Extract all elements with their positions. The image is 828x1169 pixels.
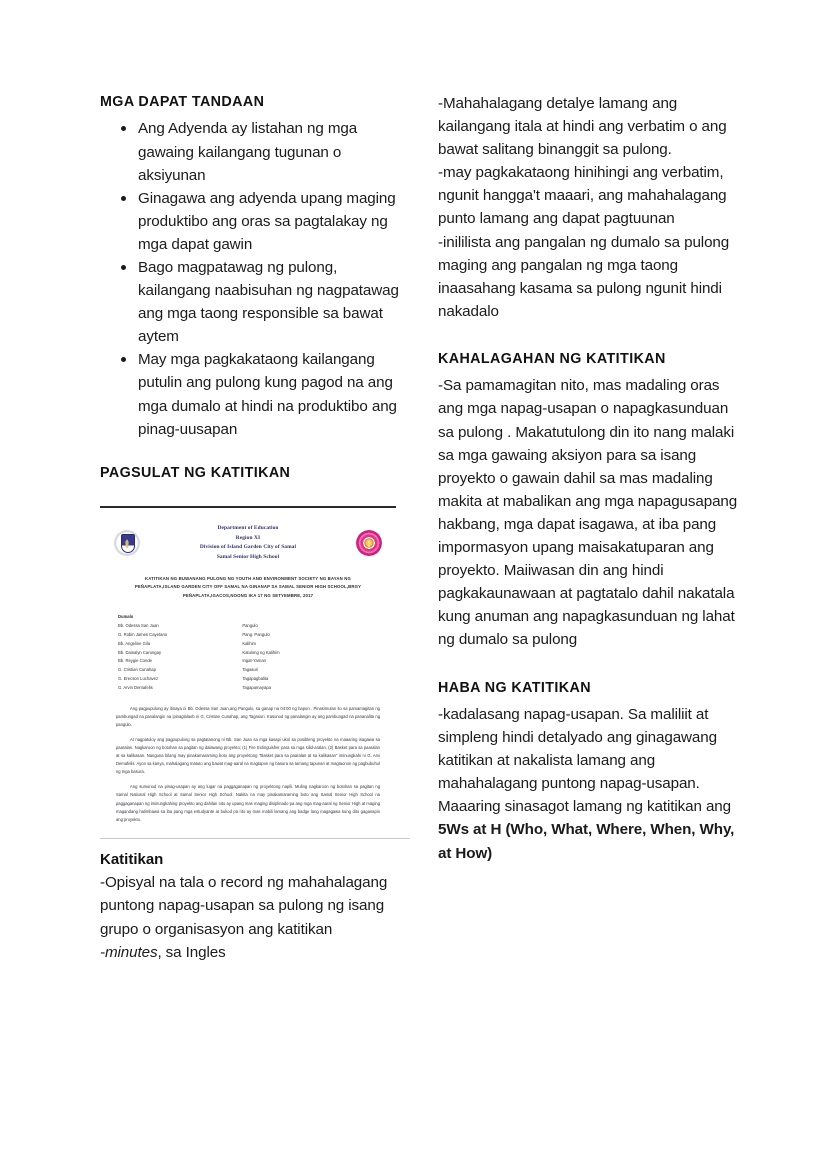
section-heading-kahalagahan-ng-katitikan: KAHALAGAHAN NG KATITIKAN xyxy=(438,350,666,367)
table-row xyxy=(118,622,338,631)
attendee-role: Kalihim xyxy=(242,640,257,646)
embedded-minutes-document xyxy=(100,506,396,824)
table-row xyxy=(118,684,338,693)
letterhead-text xyxy=(140,524,356,562)
letterhead-line-2: Region XI xyxy=(235,534,261,541)
attendee-role: Pang. Pangulo xyxy=(242,631,270,637)
attendee-role: Tagapamayapa xyxy=(242,684,271,690)
table-row xyxy=(118,675,338,684)
right-column xyxy=(438,92,748,865)
table-row xyxy=(118,640,338,649)
minutes-body xyxy=(116,705,380,824)
attendee-name: G. Erecson Luchavez xyxy=(118,676,159,681)
minutes-italic: -minutes xyxy=(100,943,158,961)
school-seal-logo xyxy=(356,530,382,556)
minutes-paragraph: At nagpatuloy ang pagpupulong sa pagtatanong ni Bb. San Juan sa mga kasapi ukol sa posibleng proyekto na maaaring isagawa sa paaralan. Nagkaroon ng botohan sa pagitan ng dalawang proyekto; (1) Fire Extinguisher para sa mga silid-aralan, (2) Basket para sa paaralan at sa kalikasan. Nanguna bilang may pinakamaraming boto ang proyektong "Basket para sa paaralan at sa kalikasan" iminungkahi ni G. Arvi Demafelis. Ayon sa kanya, mahalagang matuto ang bawat mag-aaral na magtapon ng basura sa tamang tapunan at magtaonon ng pagbubuhol ng mga basura. xyxy=(116,736,380,775)
spacer xyxy=(100,441,410,463)
dapat-tandaan-list xyxy=(100,117,410,440)
attendee-name: Bb. Angeline Gila xyxy=(118,640,151,646)
spacer xyxy=(438,323,748,349)
letterhead-line-1: Department of Education xyxy=(217,525,279,532)
document-top-rule xyxy=(100,506,396,508)
katitikan-english-term xyxy=(100,941,410,964)
attendees-label: Dumalo xyxy=(118,614,134,620)
table-row xyxy=(118,657,338,666)
paragraph-inililista: -inililista ang pangalan ng dumalo sa pulong maging ang pangalan ng mga taong inaasahang kasama sa pulong ngunit hindi nakadalo xyxy=(438,233,730,320)
attendee-role: Tagapagbalita xyxy=(242,676,269,681)
katitikan-definition: -Opisyal na tala o record ng mahahalagang puntong napag-usapan sa pulong ng isang grupo o organisasyon ang katitikan xyxy=(100,874,388,938)
letterhead-line-4: Samal Senior High School xyxy=(216,553,280,560)
deped-seal-logo xyxy=(114,530,140,556)
attendee-role: Katulong ng Kalihim xyxy=(242,649,280,655)
attendee-role: Pangulo xyxy=(242,623,258,629)
section-heading-mga-dapat-tandaan: MGA DAPAT TANDAAN xyxy=(100,94,265,110)
list-item: Ginagawa ang adyenda upang maging produktibo ang oras sa pagtalakay ng mga dapat gawin xyxy=(138,187,410,256)
paragraph-verbatim: -may pagkakataong hinihingi ang verbatim, ngunit hangga't maaari, ang mahahalagang punto lamang ang dapat pagtuunan xyxy=(438,164,727,228)
paragraph-kahalagahan: -Sa pamamagitan nito, mas madaling oras ang mga napag-usapan o napagkasunduan sa pulong . Makatutulong din ito nang malaki sa mga gawaing aksiyon para sa isang proyekto o gawain dahil sa mas madaling makita at mabalikan ang mga napagusapang hakbang, mga dapat isagawa, at iba pang impormasyon upang maisakatuparan ang proyekto. Maiiwasan din ang hindi pagkakaunawaan at pagtatalo dahil nakatala kung anuman ang napagkasunduan ng lahat ng dumalo sa pulong xyxy=(438,377,738,649)
attendee-role: Tagasuri xyxy=(242,667,259,673)
left-column xyxy=(100,92,410,964)
minutes-paragraph: Ang pagpupulong ay itinaya ni Bb. Odessa San Juan,ang Pangulo, sa ganap na 04:00 ng hapon . Pinasimulan ito sa pamamagitan ng pambungad na panalangin na ipinaglalaob ni G. Cristian Cunahap, ang Tagasuri. Kasunod ng panalangin ay ang pambungad na pananalita ng pangulo. xyxy=(116,705,380,727)
attendee-role: Ingat-Yaman xyxy=(242,658,266,664)
subheading-katitikan: Katitikan xyxy=(100,850,164,868)
minutes-paragraph: Ang sumunod na pinag-usapan ay ang lugar na paggaganapan ng proyektong napili. Muling nagkaroon ng botohan sa pagitan ng Samal National High School at Samal Senior High School. Nakita na may pinakamaraming boto ang Samal Senior High School na paggaganapan ng iminungkahing proyekto ang dahilan nito ay upang mas maging disiplinado pa ang mga mag-aaral ng Senior High at maging magandang halimbawa sa iba pang mga estudyante at bukod pa rito ay mas mabili lamang ang badge lang magagawa kung dito gaganapin ang proyekto. xyxy=(116,784,380,822)
section-divider-rule xyxy=(100,838,410,839)
haba-plain-text: -kadalasang napag-usapan. Sa maliliit at simpleng hindi detalyado ang ginagawang katitikan at nakalista lamang ang mahahalagang puntong napag-usapan. Maaaring sinasagot lamang ng katitikan ang xyxy=(438,705,731,816)
attendees-table xyxy=(118,622,338,693)
attendee-name: G. Cristian Cunahap xyxy=(118,667,156,673)
list-item: May mga pagkakataong kailangang putulin ang pulong kung pagod na ang mga dumalo at hindi na produktibo ang pinag-uusapan xyxy=(138,348,410,440)
table-row xyxy=(118,631,338,640)
letterhead-line-3: Division of Island Garden City of Samal xyxy=(199,544,297,551)
paragraph-haba xyxy=(438,703,748,865)
section-heading-pagsulat-ng-katitikan: PAGSULAT NG KATITIKAN xyxy=(100,464,291,481)
attendee-name: G. Robin James Cayetano xyxy=(118,631,168,637)
table-row xyxy=(118,649,338,658)
spacer xyxy=(438,652,748,678)
section-heading-haba-ng-katitikan: HABA NG KATITIKAN xyxy=(438,679,591,696)
haba-bold-5ws: 5Ws at H (Who, What, Where, When, Why, at How) xyxy=(438,821,735,862)
list-item: Bago magpatawag ng pulong, kailangang naabisuhan ng nagpatawag ang mga taong responsible sa bawat aytem xyxy=(138,256,410,348)
attendee-name: G. Arvin Demafelis xyxy=(118,684,153,690)
paragraph-mahahalagang-detalye: -Mahahalagang detalye lamang ang kailangang itala at hindi ang verbatim o ang bawat salitang binanggit sa pulong. xyxy=(438,95,727,159)
attendee-name: Bb. Odessa San Juan xyxy=(118,623,159,629)
attendee-name: Bb. Reygie Conde xyxy=(118,658,152,664)
list-item: Ang Adyenda ay listahan ng mga gawaing kailangang tugunan o aksiyunan xyxy=(138,117,410,186)
minutes-suffix: , sa Ingles xyxy=(157,943,226,961)
attendee-name: Bb. Dainalyn Carungay xyxy=(118,649,162,655)
minutes-title: KATITIKAN NG BUWANANG PULONG NG YOUTH AND ENVIRONMENT SOCIETY NG BAYAN NG PEÑAPLATA,ISLAND GARDEN CITY OFF SAMAL NA GINANAP SA SAMAL SENIOR HIGH SCHOOL,BRGY PEÑAPLATA,IGACOS,NOONG IKA 17 NG SETYEMBRE, 2017 xyxy=(134,576,362,598)
letterhead xyxy=(100,524,396,562)
table-row xyxy=(118,666,338,675)
